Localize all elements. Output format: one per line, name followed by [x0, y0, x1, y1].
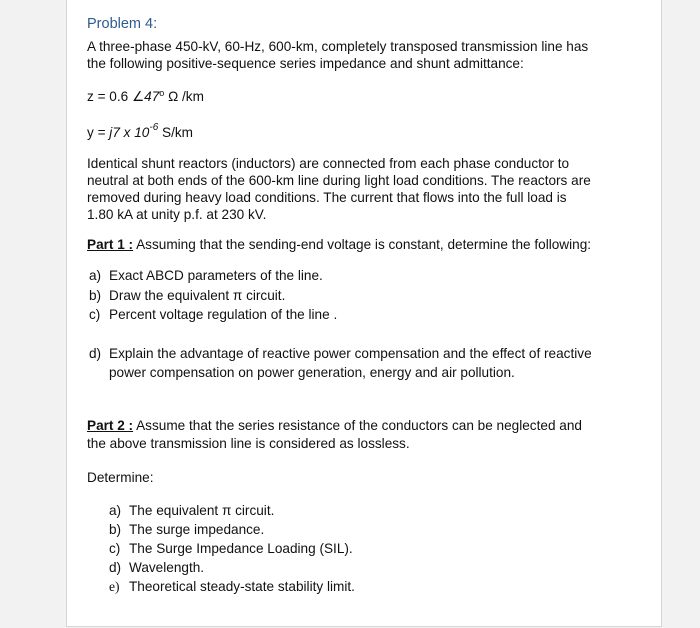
document-page: [66, 0, 662, 627]
part1-item-b: b) Draw the equivalent π circuit.: [89, 288, 286, 303]
part1-item-d-line2: power compensation on power generation, energy and air pollution.: [109, 365, 515, 380]
desc-line-4: 1.80 kA at unity p.f. at 230 kV.: [87, 207, 267, 222]
intro-line-2: the following positive-sequence series impedance and shunt admittance:: [87, 56, 524, 71]
part2-line2: the above transmission line is considered as lossless.: [87, 436, 410, 451]
part2-item-d: d) Wavelength.: [109, 560, 205, 575]
part1-item-d-line1: d) Explain the advantage of reactive power compensation and the effect of reactive: [89, 346, 592, 361]
problem-title: Problem 4:: [87, 16, 158, 32]
desc-line-3: removed during heavy load conditions. The current that flows into the full load is: [87, 190, 567, 205]
admittance-equation: y = j7 x $10^{-6}$ S/km: [87, 122, 194, 140]
part1-item-a: a) Exact ABCD parameters of the line.: [89, 268, 323, 283]
part2-item-a: a) The equivalent π circuit.: [109, 503, 275, 518]
intro-line-1: A three-phase 450-kV, 60-Hz, 600-km, completely transposed transmission line has: [87, 39, 589, 54]
part2-item-b: b) The surge impedance.: [109, 522, 265, 537]
part2-label: Part 2 :: [87, 418, 134, 433]
part2-item-e: e) Theoretical steady-state stability limit.: [109, 579, 355, 594]
desc-line-1: Identical shunt reactors (inductors) are connected from each phase conductor to: [87, 156, 570, 171]
determine-label: Determine:: [87, 470, 154, 485]
impedance-equation: z = 0.6 ∠47$^o$ Ω /km: [87, 88, 204, 104]
part2-heading: Part 2 : Assume that the series resistance of the conductors can be neglected and: [87, 418, 582, 433]
desc-line-2: neutral at both ends of the 600-km line during light load conditions. The reactors are: [87, 173, 591, 188]
part1-item-c: c) Percent voltage regulation of the line .: [89, 307, 338, 322]
part2-item-c: c) The Surge Impedance Loading (SIL).: [109, 541, 353, 556]
part1-label: Part 1 :: [87, 237, 134, 252]
part1-heading: Part 1 : Assuming that the sending-end voltage is constant, determine the following:: [87, 237, 592, 252]
